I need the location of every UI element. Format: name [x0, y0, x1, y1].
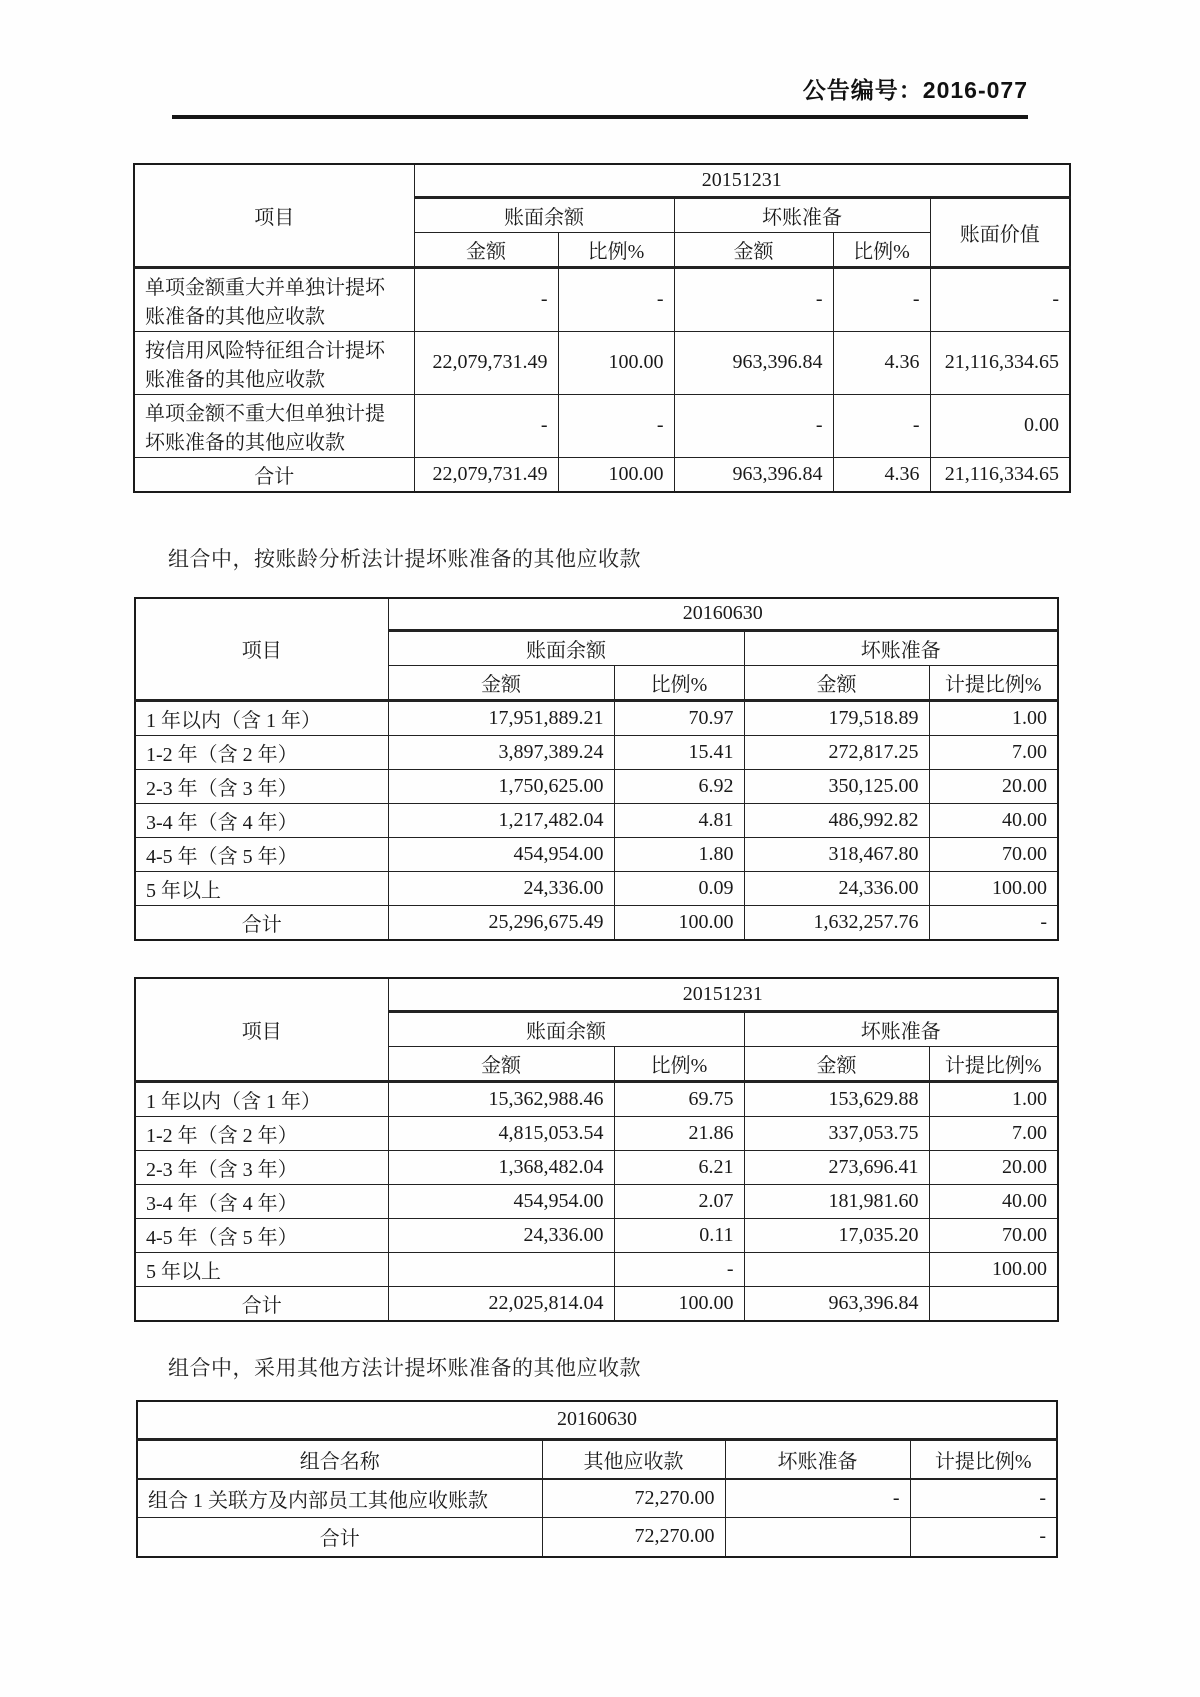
provision-ratio-cell: 7.00 [929, 1116, 1058, 1150]
ratio-cell: 100.00 [614, 1286, 744, 1321]
bad-debt-cell: - [725, 1479, 910, 1518]
header-item: 项目 [135, 598, 388, 701]
section-title-other-method: 组合中，采用其他方法计提坏账准备的其他应收款 [168, 1355, 641, 1380]
aging-bucket-cell: 5 年以上 [135, 872, 388, 906]
provision-ratio-cell: - [833, 267, 930, 331]
table-row [135, 1184, 1058, 1218]
ratio-cell: - [614, 1252, 744, 1286]
provision-amount-cell: 179,518.89 [744, 701, 929, 736]
aging-bucket-cell: 4-5 年（含 5 年） [135, 1218, 388, 1252]
provision-amount-cell [744, 1252, 929, 1286]
table-row [135, 1150, 1058, 1184]
header-other-receivables: 其他应收款 [542, 1440, 725, 1479]
ratio-cell: 100.00 [614, 906, 744, 941]
header-period: 20151231 [388, 978, 1058, 1011]
table-header-row [135, 978, 1058, 1011]
other-method-table-20160630 [136, 1400, 1058, 1558]
ratio-cell: 1.80 [614, 838, 744, 872]
aging-bucket-cell: 2-3 年（含 3 年） [135, 770, 388, 804]
header-period: 20160630 [137, 1401, 1057, 1440]
ratio-cell: 6.21 [614, 1150, 744, 1184]
header-amount: 金额 [388, 1046, 614, 1081]
book-value-cell: 0.00 [930, 394, 1070, 457]
table-row [135, 838, 1058, 872]
header-ratio: 比例% [833, 232, 930, 267]
balance-ratio-cell: - [558, 394, 674, 457]
header-bad-debt-provision: 坏账准备 [725, 1440, 910, 1479]
ratio-cell: 4.81 [614, 804, 744, 838]
provision-ratio-cell [929, 1286, 1058, 1321]
provision-ratio-cell: 20.00 [929, 770, 1058, 804]
amount-cell: 1,217,482.04 [388, 804, 614, 838]
provision-amount-cell: 1,632,257.76 [744, 906, 929, 941]
amount-cell [388, 1252, 614, 1286]
amount-cell: 15,362,988.46 [388, 1081, 614, 1116]
table-row [135, 872, 1058, 906]
header-book-balance: 账面余额 [388, 1011, 744, 1046]
item-cell: 单项金额不重大但单独计提坏账准备的其他应收款 [134, 394, 414, 457]
table-row [134, 331, 1070, 394]
table-total-row [135, 906, 1058, 941]
header-amount: 金额 [744, 666, 929, 701]
aging-bucket-cell: 1-2 年（含 2 年） [135, 1116, 388, 1150]
header-ratio: 比例% [558, 232, 674, 267]
aging-bucket-cell: 1 年以内（含 1 年） [135, 1081, 388, 1116]
amount-cell: 1,368,482.04 [388, 1150, 614, 1184]
table-row [134, 394, 1070, 457]
ratio-cell: 15.41 [614, 736, 744, 770]
amount-cell: 454,954.00 [388, 838, 614, 872]
provision-amount-cell: 337,053.75 [744, 1116, 929, 1150]
provision-ratio-cell: 7.00 [929, 736, 1058, 770]
amount-cell: 24,336.00 [388, 872, 614, 906]
aging-bucket-cell: 2-3 年（含 3 年） [135, 1150, 388, 1184]
table-row [135, 1218, 1058, 1252]
amount-cell: 25,296,675.49 [388, 906, 614, 941]
section-title-aging-method: 组合中，按账龄分析法计提坏账准备的其他应收款 [168, 546, 641, 571]
aging-bucket-cell: 5 年以上 [135, 1252, 388, 1286]
header-period: 20160630 [388, 598, 1058, 631]
ratio-cell: 70.97 [614, 701, 744, 736]
book-value-cell: - [930, 267, 1070, 331]
provision-ratio-cell: 4.36 [833, 331, 930, 394]
balance-amount-cell: 22,079,731.49 [414, 457, 558, 492]
table-row [135, 770, 1058, 804]
header-amount: 金额 [744, 1046, 929, 1081]
table-row [134, 267, 1070, 331]
header-provision-ratio: 计提比例% [929, 666, 1058, 701]
table-row [135, 701, 1058, 736]
provision-ratio-cell: 40.00 [929, 804, 1058, 838]
aging-bucket-cell: 3-4 年（含 4 年） [135, 804, 388, 838]
amount-cell: 72,270.00 [542, 1518, 725, 1557]
header-bad-debt-provision: 坏账准备 [744, 631, 1058, 666]
combination-name-cell: 组合 1 关联方及内部员工其他应收账款 [137, 1479, 542, 1518]
total-label-cell: 合计 [135, 906, 388, 941]
provision-ratio-cell: 20.00 [929, 1150, 1058, 1184]
doc-number: 公告编号：2016-077 [802, 77, 1028, 103]
provision-ratio-cell: 4.36 [833, 457, 930, 492]
ratio-cell: 2.07 [614, 1184, 744, 1218]
table-row [135, 1116, 1058, 1150]
provision-amount-cell: 963,396.84 [674, 457, 833, 492]
header-combination-name: 组合名称 [137, 1440, 542, 1479]
balance-amount-cell: 22,079,731.49 [414, 331, 558, 394]
provision-amount-cell: 350,125.00 [744, 770, 929, 804]
header-ratio: 比例% [614, 1046, 744, 1081]
aging-bucket-cell: 1-2 年（含 2 年） [135, 736, 388, 770]
table-row [135, 736, 1058, 770]
aging-analysis-table-20160630 [134, 597, 1059, 942]
provision-ratio-cell: 1.00 [929, 1081, 1058, 1116]
table-header-row [137, 1401, 1057, 1440]
table-row [135, 1081, 1058, 1116]
provision-ratio-cell: - [910, 1518, 1057, 1557]
header-amount: 金额 [674, 232, 833, 267]
table-total-row [134, 457, 1070, 492]
total-label-cell: 合计 [135, 1286, 388, 1321]
provision-amount-cell: 486,992.82 [744, 804, 929, 838]
provision-amount-cell: 17,035.20 [744, 1218, 929, 1252]
provision-ratio-cell: 70.00 [929, 838, 1058, 872]
header-provision-ratio: 计提比例% [929, 1046, 1058, 1081]
table-total-row [135, 1286, 1058, 1321]
amount-cell: 1,750,625.00 [388, 770, 614, 804]
book-value-cell: 21,116,334.65 [930, 331, 1070, 394]
provision-amount-cell: 963,396.84 [744, 1286, 929, 1321]
impairment-summary-table [133, 163, 1071, 493]
header-bad-debt-provision: 坏账准备 [744, 1011, 1058, 1046]
aging-bucket-cell: 3-4 年（含 4 年） [135, 1184, 388, 1218]
provision-ratio-cell: - [910, 1479, 1057, 1518]
item-cell: 单项金额重大并单独计提坏账准备的其他应收款 [134, 267, 414, 331]
provision-ratio-cell: 100.00 [929, 1252, 1058, 1286]
page-header [172, 72, 1028, 119]
amount-cell: 3,897,389.24 [388, 736, 614, 770]
provision-amount-cell: 24,336.00 [744, 872, 929, 906]
table-row [135, 804, 1058, 838]
header-amount: 金额 [414, 232, 558, 267]
provision-amount-cell: 273,696.41 [744, 1150, 929, 1184]
ratio-cell: 21.86 [614, 1116, 744, 1150]
amount-cell: 17,951,889.21 [388, 701, 614, 736]
provision-amount-cell: 272,817.25 [744, 736, 929, 770]
provision-amount-cell: 963,396.84 [674, 331, 833, 394]
ratio-cell: 0.09 [614, 872, 744, 906]
total-label-cell: 合计 [134, 457, 414, 492]
provision-amount-cell: 181,981.60 [744, 1184, 929, 1218]
table-header-row [137, 1440, 1057, 1479]
amount-cell: 454,954.00 [388, 1184, 614, 1218]
header-bad-debt-provision: 坏账准备 [674, 197, 930, 232]
ratio-cell: 69.75 [614, 1081, 744, 1116]
balance-ratio-cell: 100.00 [558, 331, 674, 394]
table-row [135, 1252, 1058, 1286]
provision-ratio-cell: 1.00 [929, 701, 1058, 736]
header-period: 20151231 [414, 164, 1070, 197]
provision-ratio-cell: 100.00 [929, 872, 1058, 906]
amount-cell: 22,025,814.04 [388, 1286, 614, 1321]
aging-bucket-cell: 4-5 年（含 5 年） [135, 838, 388, 872]
header-book-value: 账面价值 [930, 197, 1070, 267]
header-amount: 金额 [388, 666, 614, 701]
provision-amount-cell: - [674, 267, 833, 331]
table-header-row [134, 164, 1070, 197]
aging-bucket-cell: 1 年以内（含 1 年） [135, 701, 388, 736]
balance-ratio-cell: 100.00 [558, 457, 674, 492]
provision-ratio-cell: 40.00 [929, 1184, 1058, 1218]
header-item: 项目 [135, 978, 388, 1081]
header-provision-ratio: 计提比例% [910, 1440, 1057, 1479]
table-row [137, 1479, 1057, 1518]
provision-ratio-cell: - [833, 394, 930, 457]
amount-cell: 4,815,053.54 [388, 1116, 614, 1150]
balance-ratio-cell: - [558, 267, 674, 331]
header-book-balance: 账面余额 [388, 631, 744, 666]
ratio-cell: 6.92 [614, 770, 744, 804]
header-ratio: 比例% [614, 666, 744, 701]
amount-cell: 24,336.00 [388, 1218, 614, 1252]
aging-analysis-table-20151231 [134, 977, 1059, 1322]
balance-amount-cell: - [414, 394, 558, 457]
table-total-row [137, 1518, 1057, 1557]
provision-ratio-cell: 70.00 [929, 1218, 1058, 1252]
header-book-balance: 账面余额 [414, 197, 674, 232]
ratio-cell: 0.11 [614, 1218, 744, 1252]
provision-amount-cell: - [674, 394, 833, 457]
provision-amount-cell: 318,467.80 [744, 838, 929, 872]
total-label-cell: 合计 [137, 1518, 542, 1557]
provision-ratio-cell: - [929, 906, 1058, 941]
header-item: 项目 [134, 164, 414, 267]
item-cell: 按信用风险特征组合计提坏账准备的其他应收款 [134, 331, 414, 394]
amount-cell: 72,270.00 [542, 1479, 725, 1518]
table-header-row [135, 598, 1058, 631]
provision-amount-cell: 153,629.88 [744, 1081, 929, 1116]
bad-debt-cell [725, 1518, 910, 1557]
balance-amount-cell: - [414, 267, 558, 331]
book-value-cell: 21,116,334.65 [930, 457, 1070, 492]
